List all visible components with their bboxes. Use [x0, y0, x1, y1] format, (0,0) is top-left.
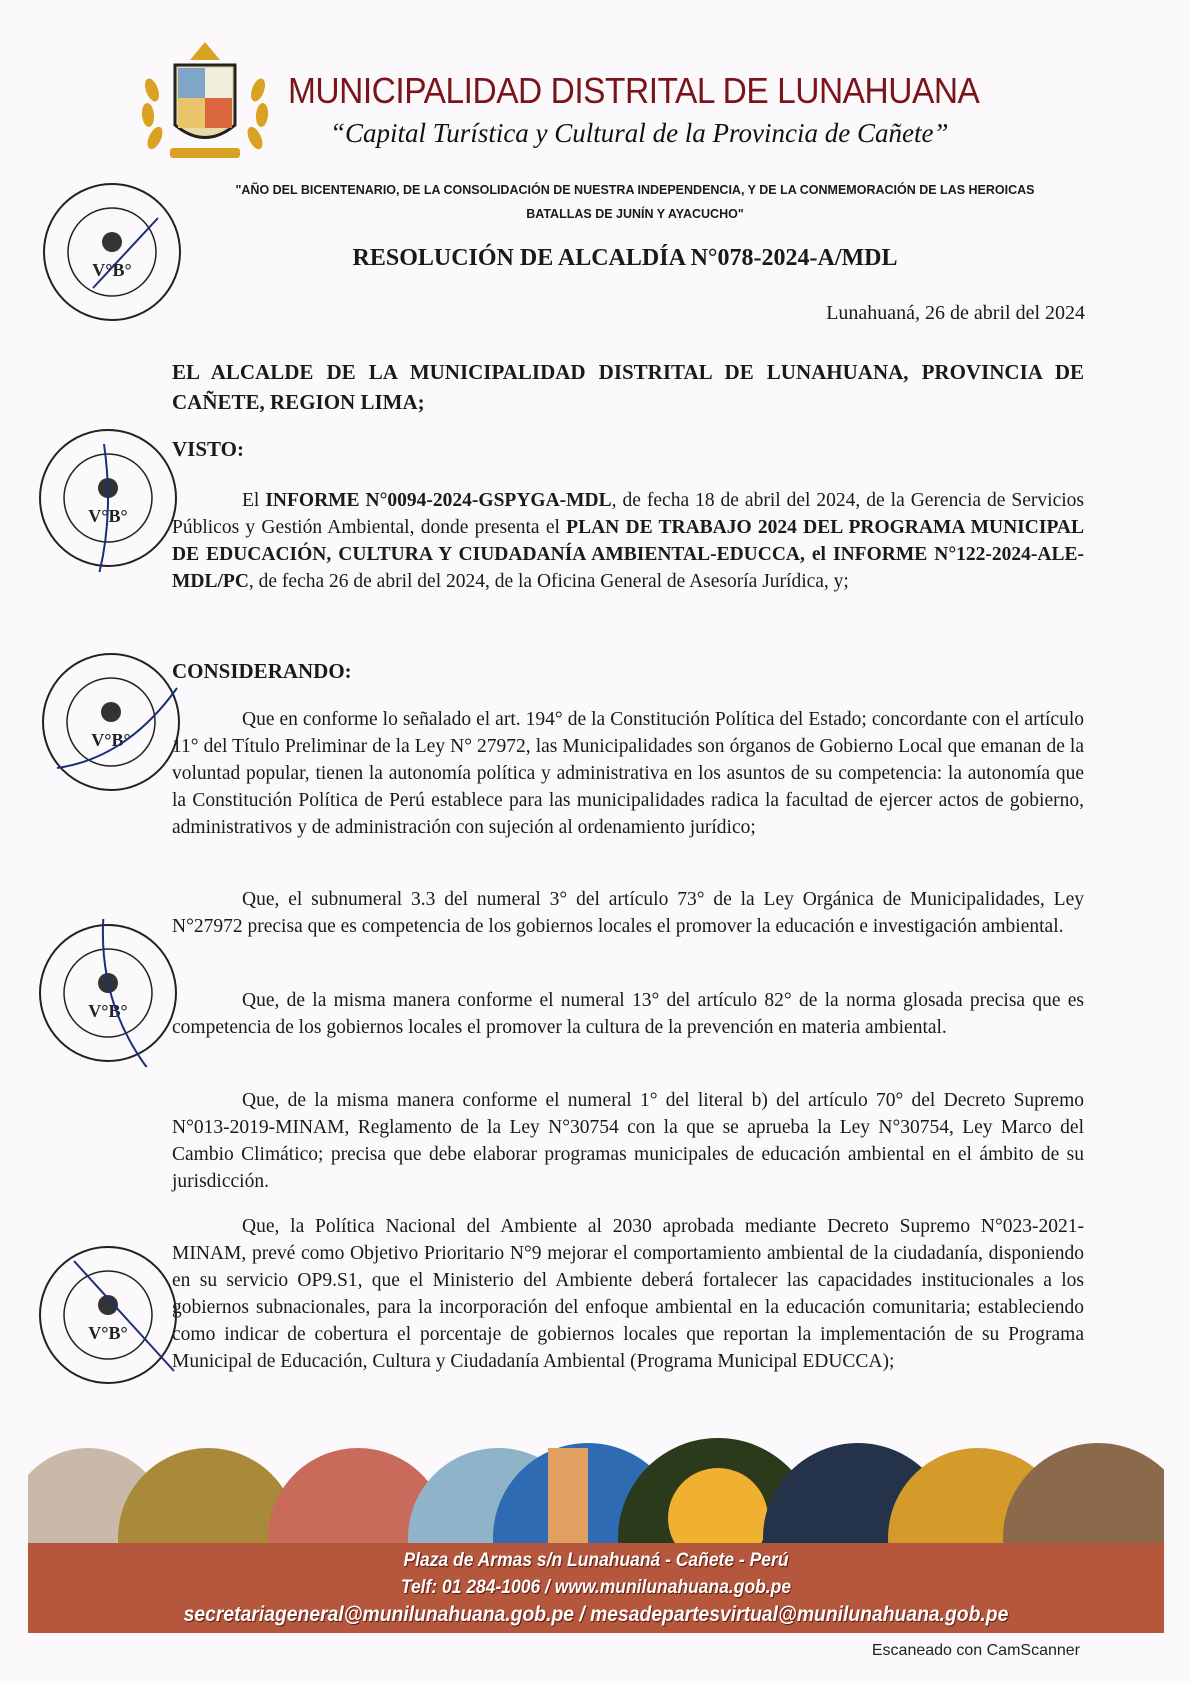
footer-emails: secretariageneral@munilunahuana.gob.pe / mesadepartesvirtual@munilunahuana.gob.pe — [183, 1603, 1009, 1626]
approval-seal-alcaldia — [38, 178, 186, 326]
visto-heading: VISTO: — [172, 437, 244, 461]
svg-text:V°B°: V°B° — [91, 730, 131, 750]
footer-phone-website: Telf: 01 284-1006 / www.munilunahuana.gob.pe — [400, 1577, 792, 1598]
considerando-paragraph: Que, de la misma manera conforme el numeral 1° del literal b) del artículo 70° del Decreto Supremo N°013-2019-MINAM, Reglamento de la Ley N°30754 con la que se aprueba la Ley N°30754, Ley Marco del Cambio Climático; precisa que debe elaborar programas municipales de educación ambiental en el ámbito de su jurisdicción. — [172, 1090, 1084, 1192]
approval-seal-asesoria-juridica — [34, 919, 182, 1067]
camscanner-watermark: Escaneado con CamScanner — [871, 1642, 1080, 1659]
text-segment: El — [242, 490, 266, 511]
considerando-heading: CONSIDERANDO: — [172, 659, 352, 683]
year-motto-line-2: BATALLAS DE JUNÍN Y AYACUCHO" — [526, 207, 744, 221]
considerando-paragraph: Que, de la misma manera conforme el numeral 13° del artículo 82° de la norma glosada precisa que es competencia de los gobiernos locales el promover la cultura de la prevención en materia ambiental. — [172, 990, 1084, 1038]
authority-heading: EL ALCALDE DE LA MUNICIPALIDAD DISTRITAL DE LUNAHUANA, PROVINCIA DE CAÑETE, REGION LIMA; — [172, 360, 1084, 414]
considerando-paragraph: Que, la Política Nacional del Ambiente al 2030 aprobada mediante Decreto Supremo N°023-2021-MINAM, prevé como Objetivo Prioritario N°9 mejorar el comportamiento ambiental de la ciudadanía, disponiendo en su servicio OP9.S1, que el Ministerio del Ambiente deberá fortalecer las capacidades institucionales a los gobiernos subnacionales, para la incorporación del enfoque ambiental en la educación comunitaria; estableciendo como indicar de cobertura el porcentaje de gobiernos locales que reportan la implementación de su Programa Municipal de Educación, Cultura y Ciudadanía Ambiental (Programa Municipal EDUCCA); — [172, 1216, 1084, 1372]
svg-text:V°B°: V°B° — [92, 260, 132, 280]
year-motto — [180, 178, 1090, 226]
svg-text:V°B°: V°B° — [88, 506, 128, 526]
plan-reference: PLAN DE TRABAJO 2024 DEL PROGRAMA MUNICIPAL DE EDUCACIÓN, CULTURA Y CIUDADANÍA AMBIENTAL-EDUCCA, el INFORME N°122-2024-ALE-MDL/PC — [172, 517, 1084, 592]
considerando-paragraph: Que, el subnumeral 3.3 del numeral 3° del artículo 73° de la Ley Orgánica de Municipalidades, Ley N°27972 precisa que es competencia de los gobiernos locales el promover la educación e investigación ambiental. — [172, 889, 1084, 937]
approval-seal-secretaria-general — [34, 1241, 182, 1389]
visto-paragraph — [172, 487, 1084, 595]
municipality-title: MUNICIPALIDAD DISTRITAL DE LUNAHUANA — [288, 70, 980, 111]
text-segment: , de fecha 26 de abril del 2024, de la Oficina General de Asesoría Jurídica, y; — [248, 571, 849, 592]
footer-photo-collage — [28, 1428, 1164, 1544]
informe-reference: INFORME N°0094-2024-GSPYGA-MDL — [265, 490, 612, 511]
year-motto-line-1: "AÑO DEL BICENTENARIO, DE LA CONSOLIDACIÓN DE NUESTRA INDEPENDENCIA, Y DE LA CONMEMORACIÓN DE LAS HEROICAS — [235, 183, 1035, 197]
document-date: Lunahuaná, 26 de abril del 2024 — [826, 302, 1085, 324]
svg-text:V°B°: V°B° — [88, 1323, 128, 1343]
approval-seal-servicios-publicos — [37, 648, 185, 796]
footer-contact-band — [28, 1543, 1164, 1633]
considerando-paragraph: Que en conforme lo señalado el art. 194° de la Constitución Política del Estado; concordante con el artículo 11° del Título Preliminar de la Ley N° 27972, las Municipalidades son órganos de Gobierno Local que emanan de la voluntad popular, tienen la autonomía política y administrativa en los asuntos de su competencia: la autonomía que la Constitución Política de Perú establece para las municipalidades radica la facultad de ejercer actos de gobierno, administrativos y de administración con sujeción al ordenamiento jurídico; — [172, 709, 1084, 838]
footer-address: Plaza de Armas s/n Lunahuaná - Cañete - Perú — [403, 1550, 789, 1571]
resolution-title: RESOLUCIÓN DE ALCALDÍA N°078-2024-A/MDL — [352, 245, 898, 271]
svg-text:V°B°: V°B° — [88, 1001, 128, 1021]
approval-seal-gerencia-municipal — [34, 424, 182, 572]
municipal-crest-logo — [130, 40, 280, 170]
municipality-tagline: “Capital Turística y Cultural de la Provincia de Cañete” — [330, 118, 949, 148]
text-segment: , de fecha 18 de abril del 2024, de la Gerencia de Servicios Públicos y Gestión Ambiental, donde presenta el — [172, 490, 1084, 538]
